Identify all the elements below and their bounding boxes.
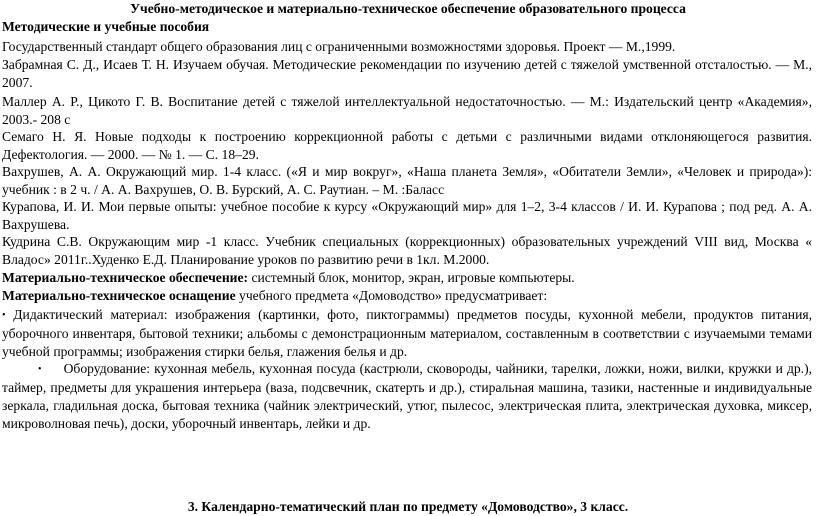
- bullet-item: [2, 306, 812, 361]
- mat-tech-text: системный блок, монитор, экран, игровые компьютеры.: [248, 270, 575, 285]
- bullet-icon: •: [2, 309, 6, 321]
- equipment-text: учебного предмета «Домоводство» предусматривает:: [235, 288, 548, 303]
- reference-item: Кудрина С.В. Окружающим мир -1 класс. Учебник специальных (коррекционных) образовательных учреждений VIII вид, Москва « Владос» 2011г..Худенко Е.Д. Планирование уроков по развитию речи в 1кл. М.2000.: [2, 234, 812, 267]
- reference-item: Забрамная С. Д., Исаев Т. Н. Изучаем обучая. Методические рекомендации по изучению детей с тяжелой умственной отсталостью. — М., 2007.: [2, 57, 812, 90]
- equipment-label: Материально-техническое оснащение: [2, 288, 236, 303]
- bullet-icon: •: [38, 363, 42, 375]
- section-heading: Методические и учебные пособия: [2, 19, 210, 34]
- reference-item: Маллер А. Р., Цикото Г. В. Воспитание детей с тяжелой интеллектуальной недостаточностью. — М.: Издательский центр «Академия», 2003.- 208 с: [2, 94, 812, 127]
- reference-item: Семаго Н. Я. Новые подходы к построению коррекционной работы с детьми с различными видами отклоняющегося развития. Дефектология. — 2000. — № 1. — С. 18–29.: [2, 129, 812, 162]
- next-section-heading: 3. Календарно-тематический план по предмету «Домоводство», 3 класс.: [187, 499, 629, 514]
- reference-item: Государственный стандарт общего образования лиц с ограниченными возможностями здоровья. Проект — М.,1999.: [2, 39, 676, 54]
- bullet-text: Дидактический материал: изображения (картинки, фото, пиктограммы) предметов посуды, кухонной мебели, продуктов питания, уборочного инвентаря, бытовой техники; альбомы с демонстрационным материалом, составленным в соответствии с изучаемыми темами учебной программы; изображения стирки белья, глажения белья и др.: [2, 307, 812, 359]
- mat-tech-paragraph: [2, 269, 575, 287]
- bullet-item: [2, 360, 812, 433]
- mat-tech-label: Материально-техническое обеспечение:: [2, 270, 249, 285]
- document-title: Учебно-методическое и материально-техническое обеспечение образовательного процесса: [130, 1, 686, 16]
- reference-item: Вахрушев, А. А. Окружающий мир. 1-4 класс. («Я и мир вокруг», «Наша планета Земля», «Обитатели Земли», «Человек и природа»): учебник : в 2 ч. / А. А. Вахрушев, О. В. Бурский, А. С. Раутиан. – М. :Баласс: [2, 164, 812, 197]
- equipment-paragraph: [2, 287, 547, 305]
- bullet-text: Оборудование: кухонная мебель, кухонная посуда (кастрюли, сковороды, чайники, тарелки, ложки, ножи, вилки, кружки и др.), таймер, предметы для украшения интерьера (ваза, подсвечник, скатерть и др.), стиральная машина, тазики, настенные и индивидуальные зеркала, гладильная доска, бытовая техника (чайник электрический, утюг, пылесос, электрическая плита, электрическая духовка, миксер, микроволновая печь), доски, уборочный инвентарь, лейки и др.: [2, 361, 812, 431]
- reference-item: Курапова, И. И. Мои первые опыты: учебное пособие к курсу «Окружающий мир» для 1–2, 3-4 классов / И. И. Курапова ; под ред. А. А. Вахрушева.: [2, 199, 812, 232]
